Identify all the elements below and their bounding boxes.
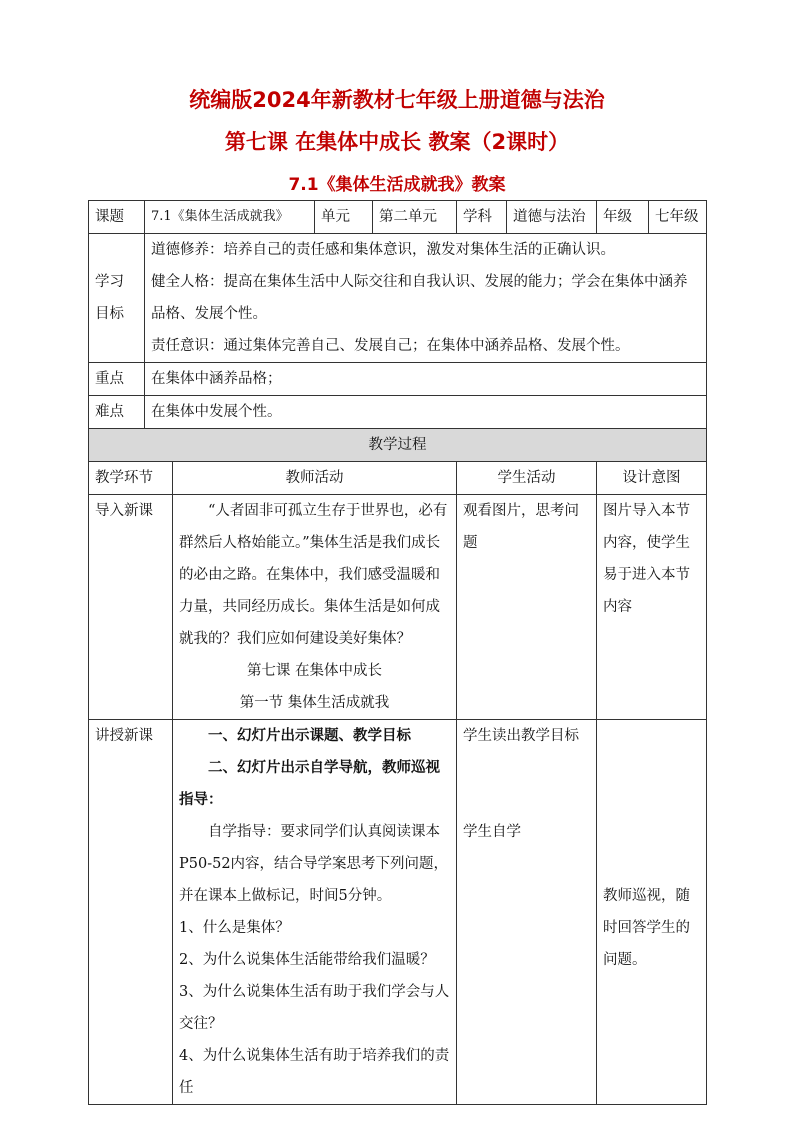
key-point-label: 重点 — [89, 363, 145, 396]
col-teacher: 教师活动 — [173, 462, 457, 495]
question-item: 4、为什么说集体生活有助于培养我们的责任 — [179, 1048, 450, 1096]
grade-value: 七年级 — [649, 201, 707, 234]
question-item: 3、为什么说集体生活有助于我们学会与人交往？ — [179, 984, 450, 1032]
goal-item: 健全人格：提高在集体生活中人际交往和自我认识、发展的能力；学会在集体中涵养品格、发展个性。 — [151, 274, 688, 322]
question-item: 1、什么是集体？ — [179, 920, 290, 936]
goals-row — [89, 234, 707, 363]
col-stage: 教学环节 — [89, 462, 173, 495]
document-subtitle: 7.1《集体生活成就我》教案 — [288, 175, 506, 195]
teach-teacher — [173, 720, 457, 1105]
teach-design — [597, 720, 707, 1105]
self-study-guide: 自学指导：要求同学们认真阅读课本P50-52内容，结合导学案思考下列问题，并在课本上做标记，时间5分钟。 — [179, 824, 449, 904]
subject-label: 学科 — [457, 201, 507, 234]
col-design: 设计意图 — [597, 462, 707, 495]
goal-item: 责任意识：通过集体完善自己、发展自己；在集体中涵养品格、发展个性。 — [151, 338, 630, 354]
process-header: 教学过程 — [89, 429, 707, 462]
lesson-title: 第七课 在集体中成长 — [246, 663, 383, 679]
goals-label: 学习目标 — [89, 234, 145, 363]
student-activity-b: 学生自学 — [463, 824, 521, 840]
info-row — [89, 201, 707, 234]
process-header-row — [89, 429, 707, 462]
topic-label: 课题 — [89, 201, 145, 234]
step-2: 二、幻灯片出示自学导航，教师巡视指导： — [179, 759, 440, 808]
grade-label: 年级 — [597, 201, 649, 234]
step-1: 一、幻灯片出示课题、教学目标 — [208, 727, 411, 744]
intro-paragraph: “人者固非可孤立生存于世界也，必有群然后人格始能立。”集体生活是我们成长的必由之路。在集体中，我们感受温暖和力量，共同经历成长。集体生活是如何成就我的？我们应如何建设美好集体？ — [179, 503, 448, 647]
goal-item: 道德修养：培养自己的责任感和集体意识，激发对集体生活的正确认识。 — [151, 242, 615, 258]
document-title-line1: 统编版2024年新教材七年级上册道德与法治 — [189, 88, 605, 112]
difficulty-row — [89, 396, 707, 429]
key-point-row — [89, 363, 707, 396]
intro-teacher — [173, 495, 457, 720]
teach-student — [457, 720, 597, 1105]
teach-stage: 讲授新课 — [89, 720, 173, 1105]
difficulty-label: 难点 — [89, 396, 145, 429]
subject-value: 道德与法治 — [507, 201, 597, 234]
goals-content — [145, 234, 707, 363]
section-title: 第一节 集体生活成就我 — [239, 695, 390, 711]
column-header-row — [89, 462, 707, 495]
teach-row — [89, 720, 707, 1105]
difficulty-value: 在集体中发展个性。 — [145, 396, 707, 429]
student-activity-a: 学生读出教学目标 — [463, 728, 579, 744]
intro-student: 观看图片，思考问题 — [457, 495, 597, 720]
col-student: 学生活动 — [457, 462, 597, 495]
intro-stage: 导入新课 — [89, 495, 173, 720]
topic-value: 7.1《集体生活成就我》 — [145, 201, 315, 234]
lesson-plan-table — [88, 200, 707, 1105]
design-intent: 教师巡视，随时回答学生的问题。 — [603, 888, 690, 968]
key-point-value: 在集体中涵养品格； — [145, 363, 707, 396]
document-title-line2: 第七课 在集体中成长 教案（2课时） — [224, 130, 570, 154]
unit-label: 单元 — [315, 201, 373, 234]
intro-design: 图片导入本节内容，使学生易于进入本节内容 — [597, 495, 707, 720]
intro-row — [89, 495, 707, 720]
question-item: 2、为什么说集体生活能带给我们温暖？ — [179, 952, 435, 968]
unit-value: 第二单元 — [373, 201, 457, 234]
